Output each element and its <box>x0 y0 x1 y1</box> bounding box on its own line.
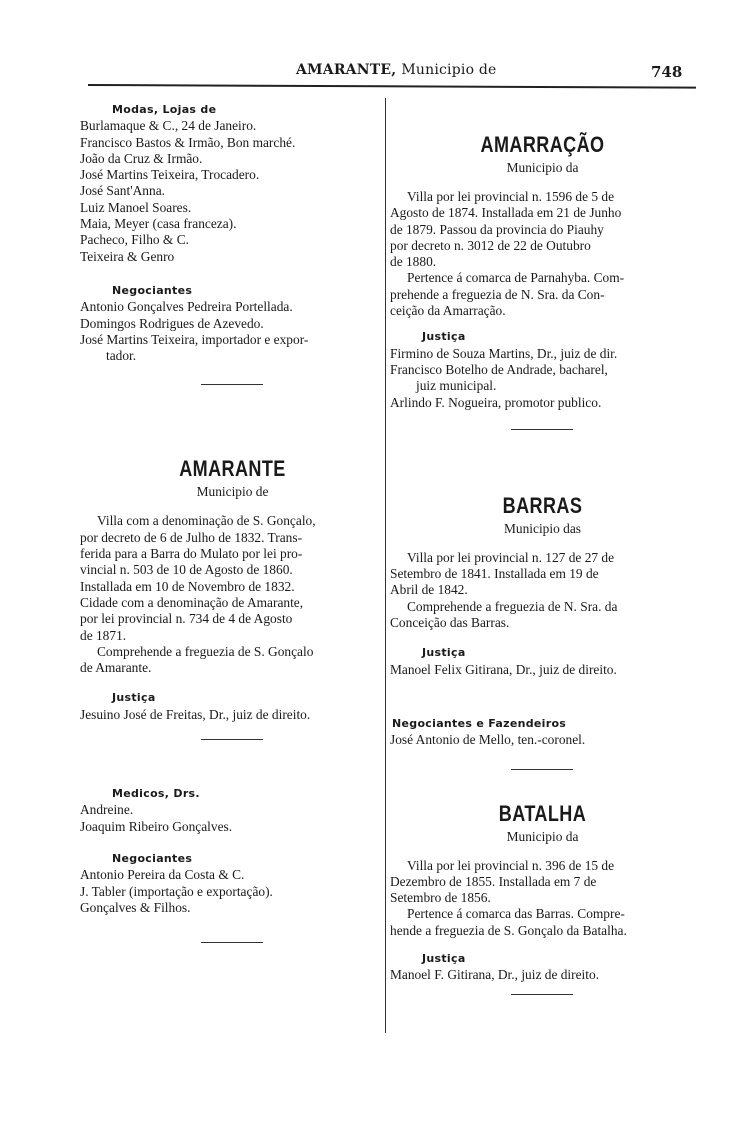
list-item: Francisco Botelho de Andrade, bacharel, <box>390 361 608 377</box>
list-item: tador. <box>106 348 137 364</box>
list-item: José Antonio de Mello, ten.-coronel. <box>390 732 586 748</box>
list-item: Joaquim Ribeiro Gonçalves. <box>80 818 233 834</box>
list-item: Gonçalves & Filhos. <box>80 899 191 915</box>
justica-label: Justiça <box>112 691 156 705</box>
list-item: Domingos Rodrigues de Azevedo. <box>80 315 264 331</box>
amarracao-section <box>390 131 695 411</box>
paragraph: Pertence á comarca de Parnahyba. Com- prehende a freguezia de N. Sra. da Con- ceição da Amarração. <box>390 270 625 319</box>
batalha-section <box>390 800 695 984</box>
list-item: Firmino de Souza Martins, Dr., juiz de dir. <box>390 345 618 361</box>
list-item: João da Cruz & Irmão. <box>80 150 203 166</box>
amarante-section <box>80 455 385 723</box>
barras-section <box>390 492 695 749</box>
paragraph: Villa por lei provincial n. 396 de 15 de Dezembro de 1855. Installada em 7 de Setembro de 1856. <box>390 857 615 906</box>
paragraph: Villa por lei provincial n. 127 de 27 de Setembro de 1841. Installada em 19 de Abril de 1842. <box>390 549 615 598</box>
section-title: AMARRAÇÃO <box>480 132 605 157</box>
section-rule <box>201 942 263 943</box>
section-subtitle: Municipio das <box>504 520 581 536</box>
justica-label: Justiça <box>422 330 466 344</box>
right-column <box>390 101 695 995</box>
list-item: José Martins Teixeira, importador e expor- <box>80 331 309 347</box>
list-item: Manoel Felix Gitirana, Dr., juiz de direito. <box>390 661 617 677</box>
header-rule <box>88 84 696 89</box>
negociantes-section <box>80 851 385 916</box>
list-item: Andreine. <box>80 802 134 818</box>
running-head <box>296 62 497 78</box>
section-title: BARRAS <box>502 492 583 518</box>
list-item: Antonio Gonçalves Pedreira Portellada. <box>80 299 293 315</box>
negociantes-section <box>80 283 385 364</box>
section-subtitle: Municipio da <box>506 160 579 175</box>
section-title: BATALHA <box>498 800 587 826</box>
paragraph: Pertence á comarca das Barras. Compre- hende a freguezia de S. Gonçalo da Batalha. <box>390 906 627 938</box>
list-item: Teixeira & Genro <box>80 248 175 264</box>
list-item: J. Tabler (importação e exportação). <box>80 883 273 899</box>
list-item: Manoel F. Gitirana, Dr., juiz de direito. <box>390 967 600 983</box>
list-item: Jesuino José de Freitas, Dr., juiz de direito. <box>80 706 311 722</box>
left-column <box>80 101 385 943</box>
section-subtitle: Municipio de <box>196 484 269 500</box>
paragraph: Comprehende a freguezia de N. Sra. da Conceição das Barras. <box>390 598 618 631</box>
modas-section <box>80 101 385 265</box>
negociantes-label: Negociantes <box>112 851 193 865</box>
list-item: José Martins Teixeira, Trocadero. <box>80 167 260 183</box>
medicos-section <box>80 786 385 835</box>
list-item: Maia, Meyer (casa franceza). <box>80 216 237 232</box>
modas-label: Modas, Lojas de <box>112 103 217 116</box>
section-title: AMARANTE <box>179 456 286 482</box>
justica-label: Justiça <box>422 952 466 966</box>
list-item: juiz municipal. <box>416 378 497 394</box>
running-title: AMARANTE, <box>296 62 397 78</box>
paragraph: Comprehende a freguezia de S. Gonçalo de Amarante. <box>80 643 314 676</box>
paragraph: Villa por lei provincial n. 1596 de 5 de Agosto de 1874. Installada em 21 de Junho de 1879. Passou da provincia do Piauhy por decreto n. 3012 de 22 de Outubro de 1880. <box>390 189 622 270</box>
list-item: Pacheco, Filho & C. <box>80 232 189 248</box>
list-item: Antonio Pereira da Costa & C. <box>80 867 245 883</box>
negociantes-label: Negociantes e Fazendeiros <box>392 716 567 730</box>
list-item: Francisco Bastos & Irmão, Bon marché. <box>80 134 296 150</box>
section-rule <box>511 994 573 995</box>
page-number: 748 <box>651 63 683 81</box>
list-item: José Sant'Anna. <box>80 183 165 199</box>
column-divider <box>385 98 386 1033</box>
list-item: Burlamaque & C., 24 de Janeiro. <box>80 118 257 134</box>
list-item: Luiz Manoel Soares. <box>80 199 192 215</box>
justica-label: Justiça <box>422 646 466 660</box>
section-subtitle: Municipio da <box>506 828 579 844</box>
list-item: Arlindo F. Nogueira, promotor publico. <box>390 394 602 410</box>
paragraph: Villa com a denominação de S. Gonçalo, por decreto de 6 de Julho de 1832. Trans- ferida para a Barra do Mulato por lei pro- vincial n. 503 de 10 de Agosto de 1860. Installada em 10 de Novembro de 1832. Cidade com a denominação de Amarante, por lei provincial n. 734 de 4 de Agosto de 1871. <box>80 513 316 643</box>
medicos-label: Medicos, Drs. <box>112 787 200 801</box>
negociantes-label: Negociantes <box>112 283 193 297</box>
running-subtitle: Municipio de <box>401 62 497 78</box>
